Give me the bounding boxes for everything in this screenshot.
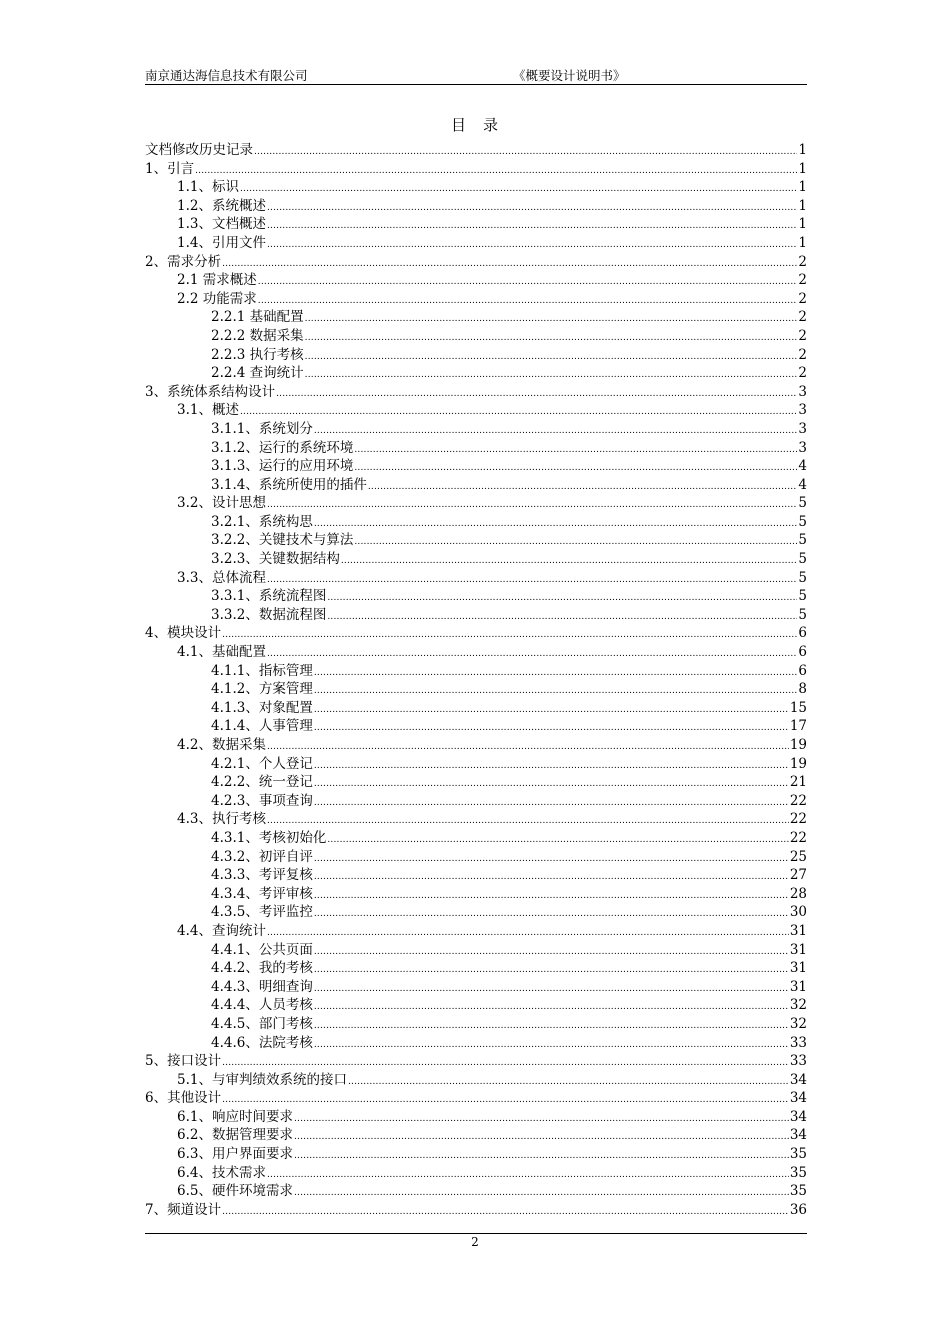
toc-entry[interactable] (145, 941, 807, 960)
toc-leader-dots (267, 922, 789, 943)
toc-leader-dots (314, 996, 789, 1017)
toc-entry-label: 3、系统体系结构设计 (145, 383, 276, 400)
toc-entry[interactable] (145, 848, 807, 867)
toc-entry[interactable] (145, 606, 807, 625)
toc-entry[interactable] (145, 1071, 807, 1090)
toc-leader-dots (327, 829, 788, 850)
toc-leader-dots (222, 1089, 789, 1110)
toc-leader-dots (314, 792, 789, 813)
toc-entry-page: 31 (789, 960, 807, 977)
toc-entry-page: 4 (798, 476, 807, 493)
toc-entry[interactable] (145, 141, 807, 160)
toc-entry-label: 3.1.4、系统所使用的插件 (211, 476, 367, 493)
toc-entry-label: 2.2.2 数据采集 (211, 327, 304, 344)
toc-entry-label: 4.1.3、对象配置 (211, 699, 313, 716)
toc-leader-dots (240, 178, 797, 199)
toc-entry-label: 4.2、数据采集 (177, 737, 266, 753)
toc-entry[interactable] (145, 439, 807, 458)
toc-entry-label: 3.3.2、数据流程图 (211, 606, 327, 623)
toc-leader-dots (276, 383, 797, 404)
toc-entry[interactable] (145, 327, 807, 346)
toc-entry[interactable] (145, 1201, 807, 1220)
toc-entry-label: 1.1、标识 (177, 179, 239, 196)
toc-entry[interactable] (145, 978, 807, 997)
toc-leader-dots (258, 271, 798, 292)
toc-entry-label: 7、频道设计 (145, 1201, 222, 1218)
toc-entry[interactable] (145, 680, 807, 699)
toc-entry[interactable] (145, 866, 807, 885)
toc-leader-dots (314, 699, 789, 720)
toc-entry-page: 1 (798, 142, 807, 158)
toc-entry[interactable] (145, 773, 807, 792)
toc-entry[interactable] (145, 1126, 807, 1145)
toc-entry-label: 6、其他设计 (145, 1090, 222, 1107)
toc-entry-label: 5、接口设计 (145, 1053, 222, 1070)
toc-leader-dots (267, 215, 797, 236)
toc-entry-label: 3.2.1、系统构思 (211, 513, 313, 530)
toc-entry[interactable] (145, 1034, 807, 1053)
toc-entry-label: 3.2、设计思想 (177, 495, 266, 512)
toc-entry-label: 3.3.1、系统流程图 (211, 588, 327, 605)
toc-entry-page: 5 (798, 569, 807, 586)
toc-entry-label: 2.2.1 基础配置 (211, 309, 304, 326)
toc-entry[interactable] (145, 550, 807, 569)
toc-entry[interactable] (145, 160, 807, 179)
toc-entry-page: 1 (798, 216, 807, 233)
toc-leader-dots (294, 1126, 789, 1147)
toc-leader-dots (267, 736, 789, 757)
toc-entry-page: 1 (798, 160, 807, 177)
toc-entry[interactable] (145, 810, 807, 829)
toc-entry-page: 5 (798, 532, 807, 549)
table-of-contents (145, 141, 807, 1219)
toc-entry[interactable] (145, 903, 807, 922)
toc-entry[interactable] (145, 253, 807, 272)
toc-entry-label: 6.5、硬件环境需求 (177, 1183, 293, 1200)
toc-entry-label: 3.3、总体流程 (177, 569, 266, 586)
toc-entry[interactable] (145, 531, 807, 550)
toc-entry-page: 35 (789, 1146, 807, 1163)
toc-leader-dots (305, 346, 798, 367)
toc-entry-page: 33 (789, 1053, 807, 1070)
toc-leader-dots (222, 1052, 789, 1073)
toc-entry-label: 1、引言 (145, 160, 195, 177)
toc-entry-page: 30 (789, 904, 807, 921)
toc-leader-dots (240, 401, 797, 422)
toc-entry-label: 3.2.3、关键数据结构 (211, 551, 340, 568)
toc-entry-page: 5 (798, 513, 807, 530)
toc-entry-page: 35 (789, 1183, 807, 1200)
toc-leader-dots (368, 476, 798, 497)
toc-leader-dots (327, 606, 797, 627)
toc-leader-dots (314, 680, 798, 701)
toc-entry-label: 4.3.3、考评复核 (211, 867, 313, 884)
toc-leader-dots (294, 1182, 789, 1203)
toc-entry-page: 34 (789, 1090, 807, 1107)
toc-entry-label: 4.3.1、考核初始化 (211, 829, 327, 846)
toc-entry[interactable] (145, 885, 807, 904)
toc-entry-label: 4.2.1、个人登记 (211, 755, 313, 772)
toc-entry-label: 3.1、概述 (177, 402, 239, 419)
toc-entry-page: 31 (789, 978, 807, 995)
toc-leader-dots (314, 513, 798, 534)
toc-leader-dots (327, 587, 797, 608)
toc-entry-label: 2.2.3 执行考核 (211, 346, 304, 363)
toc-entry-label: 4.3.5、考评监控 (211, 904, 313, 921)
footer-divider (145, 1233, 807, 1234)
toc-leader-dots (267, 569, 797, 590)
toc-leader-dots (314, 1034, 789, 1055)
toc-entry-page: 34 (789, 1108, 807, 1125)
toc-leader-dots (354, 457, 797, 478)
toc-entry[interactable] (145, 587, 807, 606)
toc-entry[interactable] (145, 699, 807, 718)
toc-entry-label: 4.4.1、公共页面 (211, 941, 313, 958)
toc-leader-dots (222, 1201, 789, 1222)
toc-leader-dots (267, 234, 797, 255)
toc-entry-label: 4.1.1、指标管理 (211, 662, 313, 679)
toc-entry[interactable] (145, 1164, 807, 1183)
toc-entry-page: 5 (798, 551, 807, 568)
toc-entry-label: 4.4.2、我的考核 (211, 960, 313, 977)
toc-leader-dots (305, 364, 798, 385)
toc-entry-page: 27 (789, 867, 807, 884)
toc-entry-page: 3 (798, 420, 807, 437)
toc-leader-dots (254, 141, 797, 162)
toc-entry-label: 3.2.2、关键技术与算法 (211, 532, 354, 549)
toc-entry[interactable] (145, 271, 807, 290)
toc-leader-dots (267, 643, 797, 664)
toc-leader-dots (341, 550, 798, 571)
toc-entry-page: 3 (798, 402, 807, 419)
toc-leader-dots (314, 755, 789, 776)
toc-leader-dots (305, 327, 798, 348)
toc-entry-page: 17 (789, 718, 807, 735)
toc-leader-dots (314, 866, 789, 887)
toc-entry-page: 1 (798, 197, 807, 214)
toc-entry[interactable] (145, 420, 807, 439)
toc-entry[interactable] (145, 346, 807, 365)
toc-entry[interactable] (145, 457, 807, 476)
toc-leader-dots (314, 959, 789, 980)
toc-entry-label: 4.2.3、事项查询 (211, 792, 313, 809)
toc-entry-label: 文档修改历史记录 (145, 142, 253, 158)
toc-entry[interactable] (145, 197, 807, 216)
toc-entry[interactable] (145, 513, 807, 532)
toc-entry-page: 8 (798, 681, 807, 698)
toc-entry[interactable] (145, 290, 807, 309)
toc-entry-label: 1.3、文档概述 (177, 216, 266, 233)
toc-leader-dots (305, 308, 798, 329)
toc-entry-page: 34 (789, 1127, 807, 1144)
toc-entry-page: 5 (798, 588, 807, 605)
toc-entry[interactable] (145, 755, 807, 774)
toc-entry-page: 15 (789, 699, 807, 716)
toc-entry[interactable] (145, 736, 807, 755)
toc-leader-dots (314, 941, 789, 962)
toc-entry[interactable] (145, 1108, 807, 1127)
toc-entry-page: 25 (789, 848, 807, 865)
toc-entry-label: 6.3、用户界面要求 (177, 1146, 293, 1163)
toc-leader-dots (222, 624, 797, 645)
toc-entry[interactable] (145, 829, 807, 848)
page-header (145, 64, 807, 85)
toc-entry-page: 3 (798, 383, 807, 400)
toc-entry[interactable] (145, 1145, 807, 1164)
toc-entry-page: 21 (789, 774, 807, 791)
toc-leader-dots (267, 494, 797, 515)
toc-entry-label: 6.1、响应时间要求 (177, 1108, 293, 1125)
toc-leader-dots (314, 1015, 789, 1036)
toc-entry[interactable] (145, 178, 807, 197)
toc-entry-page: 36 (789, 1201, 807, 1218)
toc-entry-label: 3.1.1、系统划分 (211, 420, 313, 437)
toc-entry[interactable] (145, 364, 807, 383)
toc-entry-page: 2 (798, 309, 807, 326)
toc-entry[interactable] (145, 643, 807, 662)
toc-entry[interactable] (145, 234, 807, 253)
toc-entry-label: 4.4.6、法院考核 (211, 1034, 313, 1051)
toc-entry-page: 2 (798, 272, 807, 289)
toc-leader-dots (195, 160, 797, 181)
toc-entry-page: 1 (798, 234, 807, 251)
toc-entry-page: 22 (789, 792, 807, 809)
toc-entry-label: 4.4.5、部门考核 (211, 1015, 313, 1032)
toc-entry[interactable] (145, 662, 807, 681)
toc-entry[interactable] (145, 792, 807, 811)
toc-entry[interactable] (145, 383, 807, 402)
toc-leader-dots (258, 290, 798, 311)
toc-leader-dots (294, 1108, 789, 1129)
toc-entry-label: 2、需求分析 (145, 253, 222, 270)
toc-entry-label: 2.2 功能需求 (177, 290, 257, 307)
toc-entry-label: 2.2.4 查询统计 (211, 365, 304, 382)
toc-entry[interactable] (145, 959, 807, 978)
toc-entry-label: 3.1.3、运行的应用环境 (211, 458, 354, 475)
toc-leader-dots (267, 197, 797, 218)
toc-entry-label: 4.4.3、明细查询 (211, 978, 313, 995)
toc-leader-dots (348, 1071, 789, 1092)
toc-leader-dots (354, 439, 797, 460)
toc-entry-label: 4.3.2、初评自评 (211, 848, 313, 865)
toc-entry-label: 3.1.2、运行的系统环境 (211, 439, 354, 456)
toc-entry-label: 4.4.4、人员考核 (211, 997, 313, 1014)
toc-entry-page: 2 (798, 327, 807, 344)
toc-entry-label: 4.2.2、统一登记 (211, 774, 313, 791)
toc-entry-page: 22 (789, 829, 807, 846)
toc-entry-label: 6.4、技术需求 (177, 1164, 266, 1181)
toc-entry[interactable] (145, 215, 807, 234)
toc-entry[interactable] (145, 476, 807, 495)
toc-entry-page: 2 (798, 290, 807, 307)
toc-entry-page: 2 (798, 253, 807, 270)
toc-entry[interactable] (145, 494, 807, 513)
toc-leader-dots (314, 420, 798, 441)
toc-entry-page: 33 (789, 1034, 807, 1051)
toc-entry[interactable] (145, 569, 807, 588)
toc-entry-label: 1.2、系统概述 (177, 197, 266, 214)
toc-entry[interactable] (145, 1015, 807, 1034)
toc-entry-label: 4.1.4、人事管理 (211, 718, 313, 735)
toc-entry-page: 2 (798, 365, 807, 382)
toc-entry-label: 4.1、基础配置 (177, 644, 266, 661)
toc-leader-dots (314, 717, 789, 738)
toc-entry-page: 31 (789, 922, 807, 939)
toc-leader-dots (314, 885, 789, 906)
toc-entry-page: 1 (798, 179, 807, 196)
toc-entry[interactable] (145, 717, 807, 736)
toc-entry-label: 4、模块设计 (145, 625, 222, 642)
toc-entry-page: 22 (789, 811, 807, 828)
toc-entry[interactable] (145, 1089, 807, 1108)
toc-leader-dots (267, 810, 789, 831)
toc-entry-page: 3 (798, 439, 807, 456)
toc-entry-page: 6 (798, 644, 807, 661)
toc-entry-label: 6.2、数据管理要求 (177, 1127, 293, 1144)
document-title: 《概要设计说明书》 (513, 68, 626, 83)
toc-leader-dots (314, 848, 789, 869)
toc-leader-dots (314, 773, 789, 794)
toc-entry-label: 4.4、查询统计 (177, 922, 266, 939)
toc-entry[interactable] (145, 1182, 807, 1201)
toc-entry[interactable] (145, 922, 807, 941)
toc-leader-dots (294, 1145, 789, 1166)
toc-entry-page: 35 (789, 1164, 807, 1181)
page-number: 2 (471, 1235, 479, 1249)
toc-entry-label: 4.3.4、考评审核 (211, 885, 313, 902)
toc-entry[interactable] (145, 624, 807, 643)
company-name: 南京通达海信息技术有限公司 (145, 68, 308, 83)
toc-leader-dots (314, 662, 798, 683)
toc-leader-dots (222, 253, 797, 274)
toc-leader-dots (314, 903, 789, 924)
toc-entry-label: 2.1 需求概述 (177, 272, 257, 289)
toc-entry-page: 31 (789, 941, 807, 958)
toc-entry-page: 19 (789, 737, 807, 753)
toc-entry-page: 19 (789, 755, 807, 772)
toc-leader-dots (354, 531, 797, 552)
toc-leader-dots (314, 978, 789, 999)
toc-heading: 目 录 (450, 116, 499, 134)
toc-leader-dots (267, 1164, 789, 1185)
toc-entry-label: 5.1、与审判绩效系统的接口 (177, 1071, 347, 1088)
toc-entry-page: 5 (798, 606, 807, 623)
toc-entry[interactable] (145, 308, 807, 327)
toc-entry-page: 5 (798, 495, 807, 512)
toc-entry-page: 34 (789, 1071, 807, 1088)
toc-entry[interactable] (145, 996, 807, 1015)
toc-entry-label: 4.3、执行考核 (177, 811, 266, 828)
toc-entry-label: 4.1.2、方案管理 (211, 681, 313, 698)
toc-entry-page: 6 (798, 625, 807, 642)
toc-entry-page: 28 (789, 885, 807, 902)
toc-entry-label: 1.4、引用文件 (177, 234, 266, 251)
toc-entry-page: 32 (789, 1015, 807, 1032)
toc-entry-page: 6 (798, 662, 807, 679)
toc-entry-page: 4 (798, 458, 807, 475)
toc-entry[interactable] (145, 1052, 807, 1071)
toc-entry-page: 32 (789, 997, 807, 1014)
toc-entry-page: 2 (798, 346, 807, 363)
toc-entry[interactable] (145, 401, 807, 420)
